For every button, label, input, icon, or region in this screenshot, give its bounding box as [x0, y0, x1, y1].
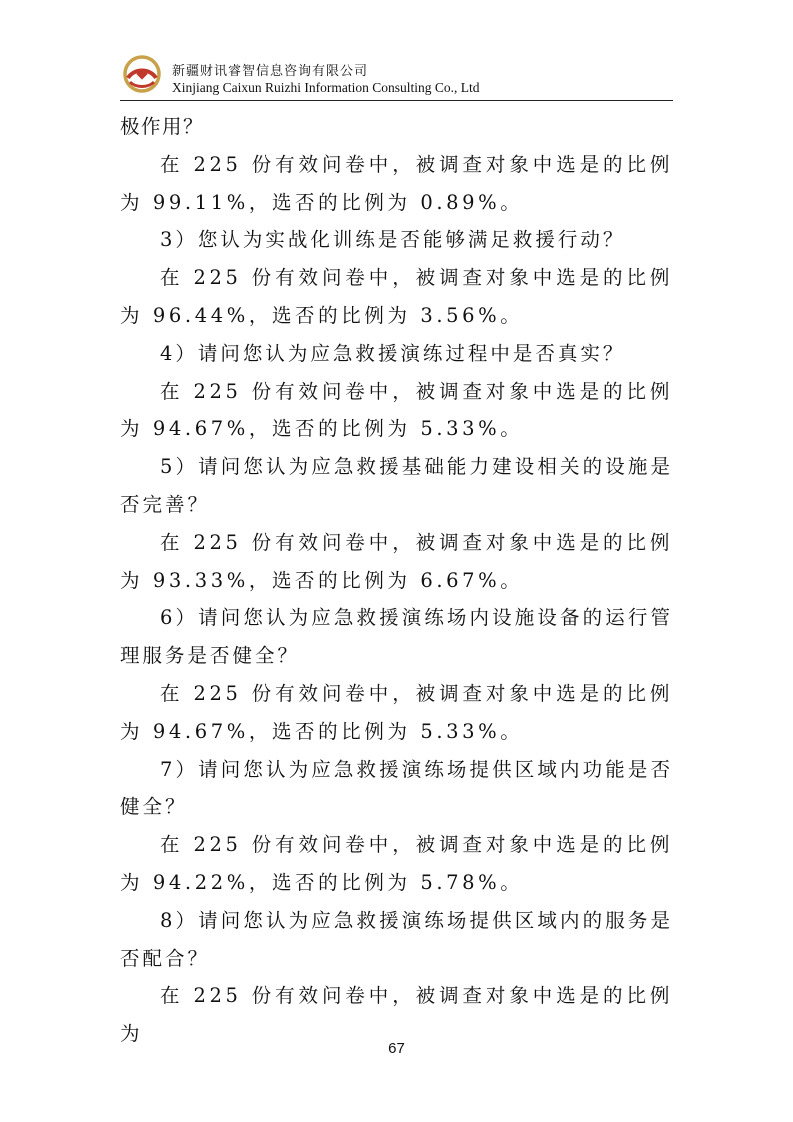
survey-question: 7）请问您认为应急救援演练场提供区域内功能是否健全？	[120, 757, 673, 819]
company-name-chinese: 新疆财讯睿智信息咨询有限公司	[172, 64, 369, 79]
survey-question: 3）您认为实战化训练是否能够满足救援行动？	[160, 228, 626, 252]
page-number: 67	[388, 1040, 405, 1057]
survey-result-paragraph: 在 225 份有效问卷中，被调查对象中选是的比例为 96.44%，选否的比例为 3.56%。	[120, 266, 673, 327]
survey-question: 8）请问您认为应急救援演练场提供区域内的服务是否配合？	[120, 908, 673, 970]
survey-result-paragraph: 在 225 份有效问卷中，被调查对象中选是的比例为	[120, 984, 673, 1046]
survey-result-paragraph: 在 225 份有效问卷中，被调查对象中选是的比例为 99.11%，选否的比例为 0.89%。	[120, 152, 673, 214]
document-body	[120, 108, 673, 1053]
survey-result-paragraph: 在 225 份有效问卷中，被调查对象中选是的比例为 94.67%，选否的比例为 5.33%。	[120, 379, 673, 441]
header-divider	[120, 100, 673, 101]
survey-result-paragraph: 在 225 份有效问卷中，被调查对象中选是的比例为 94.67%，选否的比例为 5.33%。	[120, 681, 673, 743]
paragraph-continuation: 极作用？	[120, 115, 205, 138]
page-header	[120, 52, 673, 102]
survey-result-paragraph: 在 225 份有效问卷中，被调查对象中选是的比例为 93.33%，选否的比例为 6.67%。	[120, 530, 673, 592]
survey-question: 4）请问您认为应急救援演练过程中是否真实？	[160, 341, 626, 365]
company-name-english: Xinjiang Caixun Ruizhi Information Consulting Co., Ltd	[172, 80, 480, 95]
survey-question: 5）请问您认为应急救援基础能力建设相关的设施是否完善？	[120, 455, 673, 516]
survey-result-paragraph: 在 225 份有效问卷中，被调查对象中选是的比例为 94.22%，选否的比例为 5.78%。	[120, 833, 673, 894]
company-logo-icon	[120, 52, 164, 96]
survey-question: 6）请问您认为应急救援演练场内设施设备的运行管理服务是否健全？	[120, 606, 673, 668]
